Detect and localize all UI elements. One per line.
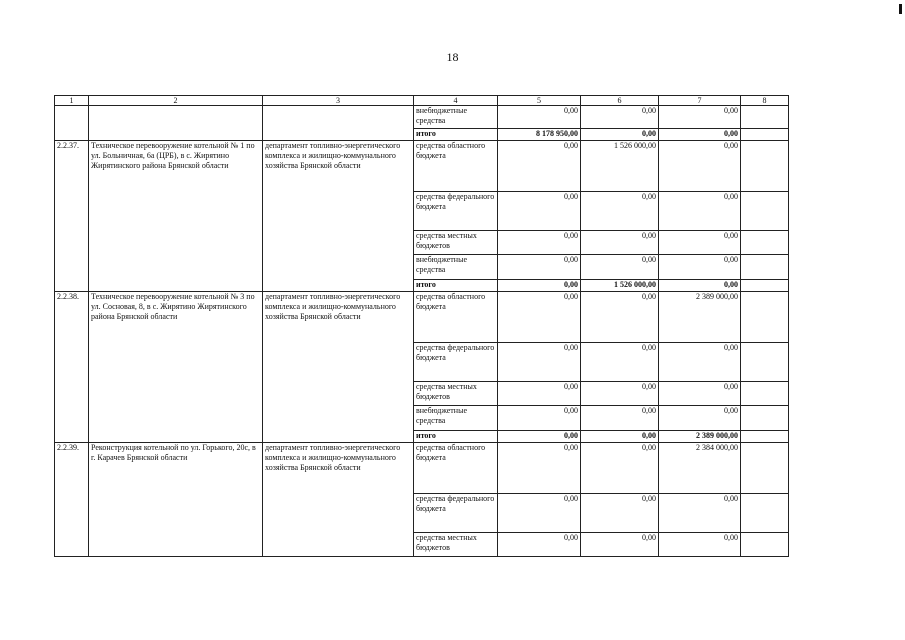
value-cell: 0,00 <box>659 255 741 280</box>
source-cell: средства федерального бюджета <box>414 343 498 382</box>
item-description: Техническое перевооружение котельной № 1 по ул. Больничная, 6а (ЦРБ), в с. Жирятино Жирятинского района Брянской области <box>89 141 263 292</box>
value-cell: 0,00 <box>581 106 659 129</box>
value-cell: 0,00 <box>498 494 581 533</box>
source-cell: итого <box>414 129 498 141</box>
executor-cell <box>263 106 414 141</box>
value-cell: 0,00 <box>498 231 581 255</box>
value-cell <box>741 231 789 255</box>
value-cell: 0,00 <box>659 280 741 292</box>
table-row <box>55 106 789 129</box>
value-cell: 0,00 <box>581 255 659 280</box>
source-cell: средства местных бюджетов <box>414 231 498 255</box>
value-cell: 0,00 <box>659 231 741 255</box>
source-cell: средства областного бюджета <box>414 443 498 494</box>
value-cell: 0,00 <box>659 382 741 406</box>
item-description: Реконструкция котельной по ул. Горького, 20с, в г. Карачев Брянской области <box>89 443 263 557</box>
value-cell: 0,00 <box>498 106 581 129</box>
value-cell <box>741 431 789 443</box>
value-cell: 1 526 000,00 <box>581 141 659 192</box>
value-cell: 0,00 <box>498 443 581 494</box>
header-row <box>55 96 789 106</box>
table-row <box>55 141 789 192</box>
value-cell: 0,00 <box>581 382 659 406</box>
value-cell: 0,00 <box>498 141 581 192</box>
source-cell: средства федерального бюджета <box>414 494 498 533</box>
value-cell: 0,00 <box>581 533 659 557</box>
source-cell: средства областного бюджета <box>414 292 498 343</box>
value-cell: 0,00 <box>581 192 659 231</box>
item-executor: департамент топливно-энергетического комплекса и жилищно-коммунального хозяйства Брянской области <box>263 141 414 292</box>
source-cell: средства местных бюджетов <box>414 533 498 557</box>
item-executor: департамент топливно-энергетического комплекса и жилищно-коммунального хозяйства Брянской области <box>263 292 414 443</box>
value-cell <box>741 292 789 343</box>
value-cell: 2 389 000,00 <box>659 292 741 343</box>
value-cell: 0,00 <box>581 343 659 382</box>
value-cell <box>741 255 789 280</box>
value-cell <box>741 494 789 533</box>
page-number: 18 <box>446 50 459 64</box>
scan-edge-mark <box>899 4 902 14</box>
item-number: 2.2.38. <box>55 292 89 443</box>
source-cell: средства местных бюджетов <box>414 382 498 406</box>
item-number: 2.2.37. <box>55 141 89 292</box>
value-cell: 0,00 <box>498 192 581 231</box>
header-cell: 8 <box>741 96 789 106</box>
value-cell: 0,00 <box>498 533 581 557</box>
value-cell: 0,00 <box>498 431 581 443</box>
value-cell <box>741 280 789 292</box>
value-cell: 0,00 <box>581 443 659 494</box>
header-cell: 6 <box>581 96 659 106</box>
value-cell: 1 526 000,00 <box>581 280 659 292</box>
header-cell: 3 <box>263 96 414 106</box>
value-cell: 0,00 <box>581 406 659 431</box>
value-cell: 0,00 <box>498 406 581 431</box>
value-cell: 0,00 <box>659 343 741 382</box>
description-cell <box>89 106 263 141</box>
source-cell: внебюджетные средства <box>414 255 498 280</box>
source-cell: итого <box>414 280 498 292</box>
value-cell: 0,00 <box>581 494 659 533</box>
value-cell: 2 389 000,00 <box>659 431 741 443</box>
header-cell: 5 <box>498 96 581 106</box>
header-cell: 1 <box>55 96 89 106</box>
value-cell: 0,00 <box>659 106 741 129</box>
value-cell: 0,00 <box>659 494 741 533</box>
item-description: Техническое перевооружение котельной № 3 по ул. Сосновая, 8, в с. Жирятино Жирятинского района Брянской области <box>89 292 263 443</box>
value-cell <box>741 106 789 129</box>
table-row <box>55 292 789 343</box>
value-cell: 0,00 <box>659 141 741 192</box>
value-cell <box>741 533 789 557</box>
value-cell <box>741 382 789 406</box>
value-cell: 0,00 <box>581 431 659 443</box>
value-cell: 0,00 <box>659 129 741 141</box>
value-cell: 0,00 <box>498 280 581 292</box>
item-number: 2.2.39. <box>55 443 89 557</box>
value-cell: 0,00 <box>581 292 659 343</box>
value-cell: 0,00 <box>498 382 581 406</box>
value-cell: 0,00 <box>581 129 659 141</box>
header-cell: 7 <box>659 96 741 106</box>
value-cell: 0,00 <box>581 231 659 255</box>
value-cell: 8 178 950,00 <box>498 129 581 141</box>
value-cell: 0,00 <box>659 533 741 557</box>
header-cell: 2 <box>89 96 263 106</box>
value-cell <box>741 129 789 141</box>
budget-table <box>54 95 789 557</box>
value-cell: 0,00 <box>659 406 741 431</box>
number-cell <box>55 106 89 141</box>
value-cell <box>741 443 789 494</box>
source-cell: средства областного бюджета <box>414 141 498 192</box>
value-cell: 2 384 000,00 <box>659 443 741 494</box>
item-executor: департамент топливно-энергетического комплекса и жилищно-коммунального хозяйства Брянской области <box>263 443 414 557</box>
table-row <box>55 443 789 494</box>
value-cell <box>741 192 789 231</box>
value-cell: 0,00 <box>659 192 741 231</box>
value-cell: 0,00 <box>498 255 581 280</box>
value-cell: 0,00 <box>498 292 581 343</box>
value-cell <box>741 343 789 382</box>
value-cell: 0,00 <box>498 343 581 382</box>
source-cell: внебюджетные средства <box>414 106 498 129</box>
source-cell: итого <box>414 431 498 443</box>
source-cell: внебюджетные средства <box>414 406 498 431</box>
value-cell <box>741 141 789 192</box>
source-cell: средства федерального бюджета <box>414 192 498 231</box>
value-cell <box>741 406 789 431</box>
header-cell: 4 <box>414 96 498 106</box>
